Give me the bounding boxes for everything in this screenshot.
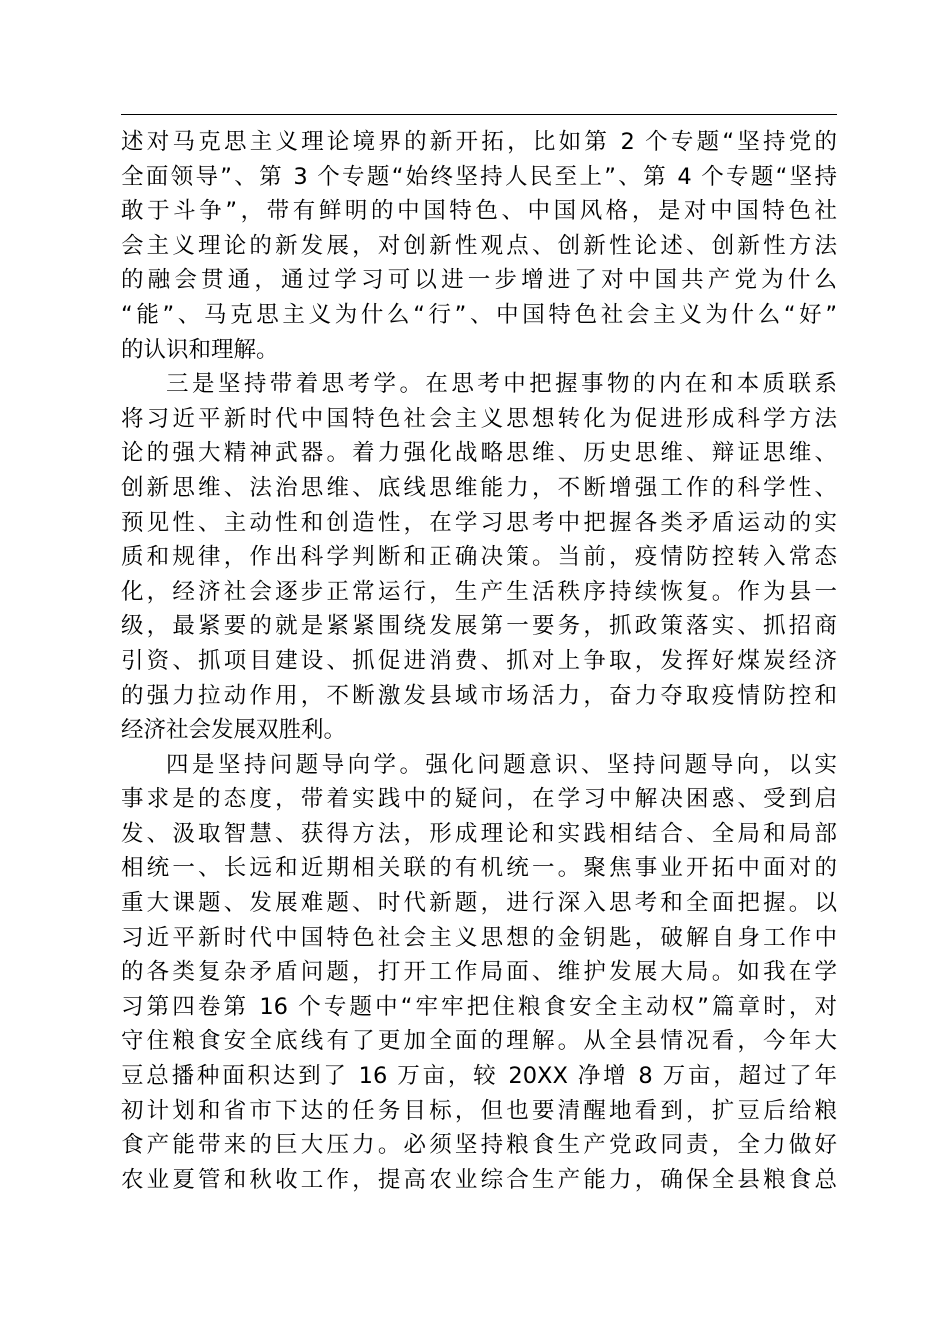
text-line: 重大课题、发展难题、时代新题，进行深入思考和全面把握。以 bbox=[121, 890, 837, 917]
text-line: 述对马克思主义理论境界的新开拓，比如第 2 个专题“坚持党的 bbox=[121, 129, 837, 155]
text-line: 的强力拉动作用，不断激发县域市场活力，奋力夺取疫情防控和 bbox=[121, 682, 837, 709]
text-line: 豆总播种面积达到了 16 万亩，较 20XX 净增 8 万亩，超过了年 bbox=[121, 1063, 837, 1090]
text-line: 食产能带来的巨大压力。必须坚持粮食生产党政同责，全力做好 bbox=[121, 1132, 837, 1159]
text-line: 守住粮食安全底线有了更加全面的理解。从全县情况看，今年大 bbox=[121, 1028, 837, 1055]
text-line: 级，最紧要的就是紧紧围绕发展第一要务，抓政策落实、抓招商 bbox=[121, 613, 837, 640]
text-line: 引资、抓项目建设、抓促进消费、抓对上争取，发挥好煤炭经济 bbox=[121, 647, 837, 674]
text-line: 相统一、长远和近期相关联的有机统一。聚焦事业开拓中面对的 bbox=[121, 855, 837, 882]
text-line: 预见性、主动性和创造性，在学习思考中把握各类矛盾运动的实 bbox=[121, 509, 837, 536]
text-line: “能”、马克思主义为什么“行”、中国特色社会主义为什么“好” bbox=[121, 301, 837, 328]
text-line: 发、汲取智慧、获得方法，形成理论和实践相结合、全局和局部 bbox=[121, 820, 837, 847]
text-line: 的融会贯通，通过学习可以进一步增进了对中国共产党为什么 bbox=[121, 267, 837, 294]
text-line: 创新思维、法治思维、底线思维能力，不断增强工作的科学性、 bbox=[121, 474, 837, 501]
text-line: 敢于斗争”，带有鲜明的中国特色、中国风格，是对中国特色社 bbox=[121, 198, 837, 225]
body-text bbox=[121, 125, 837, 1197]
text-line: 的认识和理解。 bbox=[121, 336, 279, 363]
header-rule bbox=[121, 114, 837, 115]
text-line: 事求是的态度，带着实践中的疑问，在学习中解决困惑、受到启 bbox=[121, 786, 837, 813]
text-line: 农业夏管和秋收工作，提高农业综合生产能力，确保全县粮食总 bbox=[121, 1166, 837, 1193]
text-line: 会主义理论的新发展，对创新性观点、创新性论述、创新性方法 bbox=[121, 232, 837, 259]
text-line: 论的强大精神武器。着力强化战略思维、历史思维、辩证思维、 bbox=[121, 440, 837, 467]
text-line: 习第四卷第 16 个专题中“牢牢把住粮食安全主动权”篇章时，对 bbox=[121, 993, 837, 1020]
text-line: 习近平新时代中国特色社会主义思想的金钥匙，破解自身工作中 bbox=[121, 924, 837, 951]
text-line: 化，经济社会逐步正常运行，生产生活秩序持续恢复。作为县一 bbox=[121, 578, 837, 605]
text-line: 初计划和省市下达的任务目标，但也要清醒地看到，扩豆后给粮 bbox=[121, 1097, 837, 1124]
text-line: 四是坚持问题导向学。强化问题意识、坚持问题导向，以实 bbox=[166, 751, 837, 778]
text-line: 将习近平新时代中国特色社会主义思想转化为促进形成科学方法 bbox=[121, 405, 837, 432]
text-line: 经济社会发展双胜利。 bbox=[121, 717, 347, 744]
text-line: 质和规律，作出科学判断和正确决策。当前，疫情防控转入常态 bbox=[121, 544, 837, 571]
text-line: 全面领导”、第 3 个专题“始终坚持人民至上”、第 4 个专题“坚持 bbox=[121, 163, 837, 190]
text-line: 的各类复杂矛盾问题，打开工作局面、维护发展大局。如我在学 bbox=[121, 959, 837, 986]
text-line: 三是坚持带着思考学。在思考中把握事物的内在和本质联系 bbox=[166, 371, 837, 398]
